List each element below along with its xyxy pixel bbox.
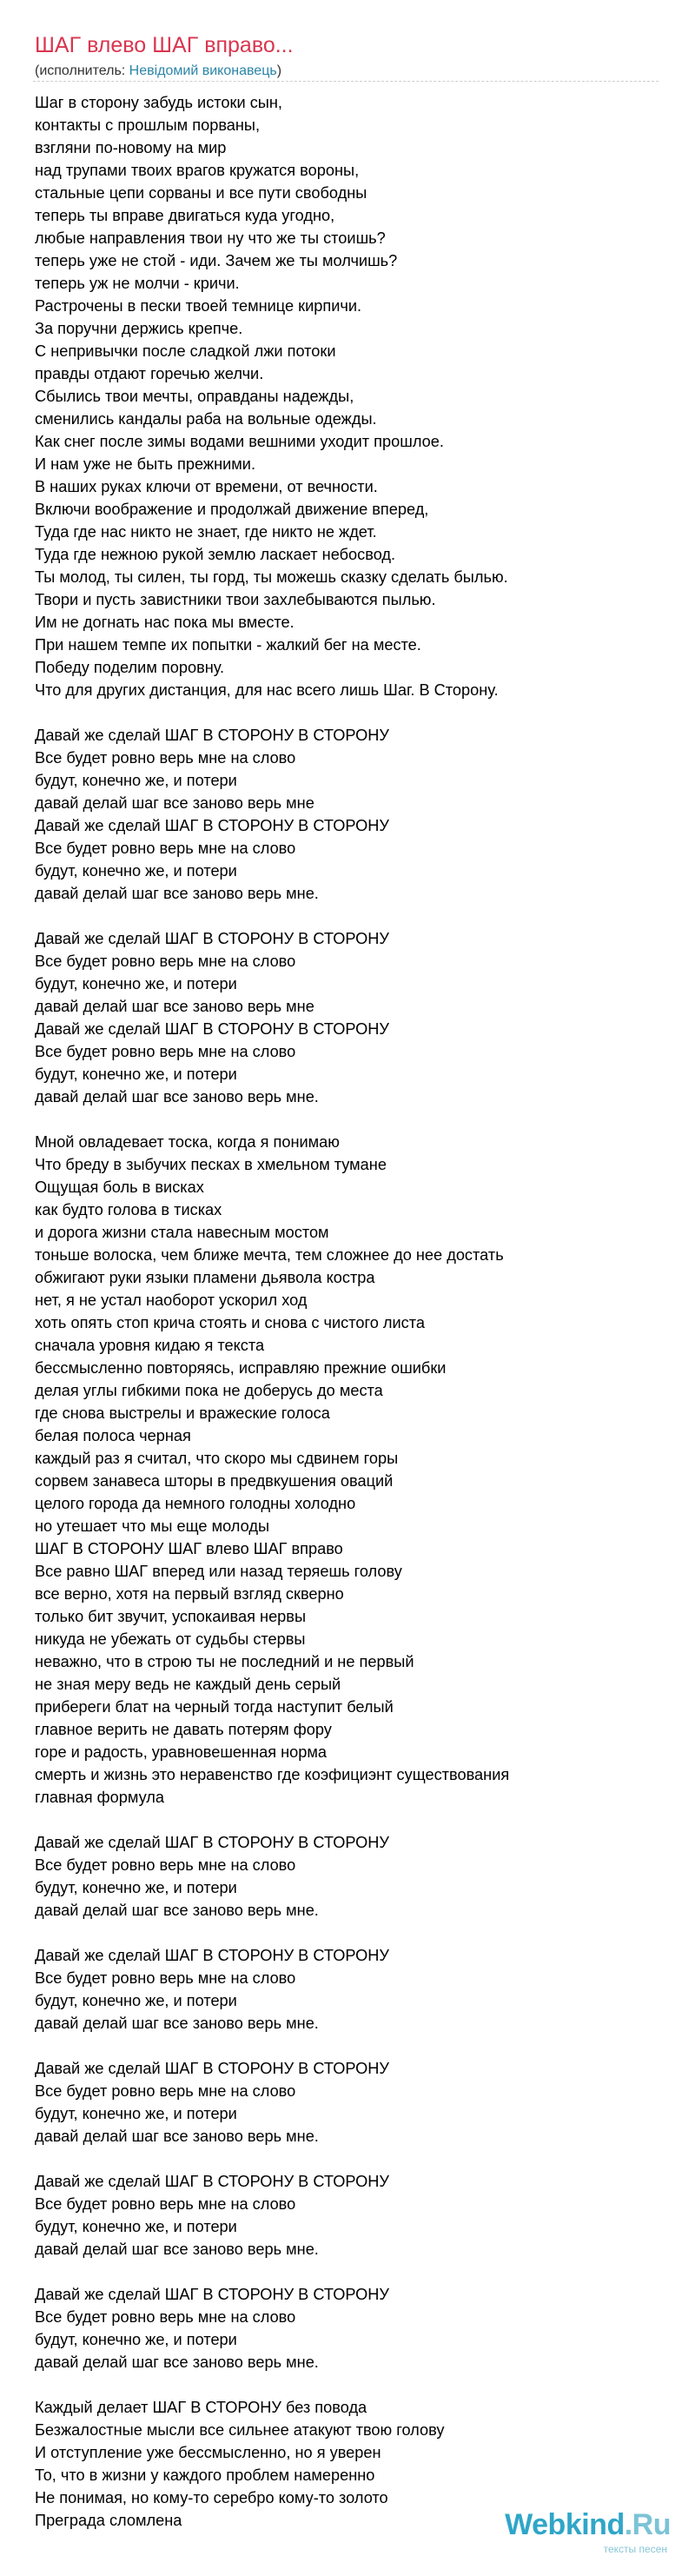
lyrics-line: Каждый делает ШАГ В СТОРОНУ без повода [35,2399,367,2416]
lyrics-line: И нам уже не быть прежними. [35,455,255,473]
lyrics-line: сменились кандалы раба на вольные одежды. [35,410,377,428]
lyrics-line: Давай же сделай ШАГ В СТОРОНУ В СТОРОНУ [35,1020,389,1038]
lyrics-line: прибереги блат на черный тогда наступит белый [35,1698,394,1716]
lyrics-block [35,91,678,2532]
lyrics-line: все верно, хотя на первый взгляд скверно [35,1585,344,1603]
lyrics-blank-line [35,1922,678,1944]
lyrics-blank-line [35,905,678,927]
lyrics-line: Давай же сделай ШАГ В СТОРОНУ В СТОРОНУ [35,727,389,744]
lyrics-line: теперь уж не молчи - кричи. [35,275,240,292]
lyrics-line: сначала уровня кидаю я текста [35,1337,265,1354]
logo-wordmark [505,2508,671,2542]
lyrics-line: будут, конечно же, и потери [35,2218,237,2235]
lyrics-line: Что для других дистанция, для нас всего лишь Шаг. В Сторону. [35,681,499,699]
lyrics-line: давай делай шаг все заново верь мне. [35,2128,319,2145]
lyrics-line: будут, конечно же, и потери [35,1066,237,1083]
lyrics-line: Все будет ровно верь мне на слово [35,749,296,767]
lyrics-line: То, что в жизни у каждого проблем намеренно [35,2466,375,2484]
lyrics-line: но утешает что мы еще молоды [35,1517,270,1535]
lyrics-line: правды отдают горечью желчи. [35,365,264,382]
lyrics-line: давай делай шаг все заново верь мне. [35,1088,319,1105]
lyrics-blank-line [35,2374,678,2396]
lyrics-line: давай делай шаг все заново верь мне [35,998,314,1015]
lyrics-blank-line [35,2035,678,2057]
lyrics-line: давай делай шаг все заново верь мне. [35,1902,319,1919]
lyrics-line: стальные цепи сорваны и все пути свободны [35,184,367,202]
lyrics-blank-line [35,1809,678,1831]
lyrics-line: Давай же сделай ШАГ В СТОРОНУ В СТОРОНУ [35,2286,389,2303]
lyrics-line: Как снег после зимы водами вешними уходит прошлое. [35,433,444,450]
lyrics-line: давай делай шаг все заново верь мне. [35,2354,319,2371]
lyrics-line: Туда где нас никто не знает, где никто не ждет. [35,523,377,541]
lyrics-line: Шаг в сторону забудь истоки сын, [35,94,282,111]
lyrics-line: Все будет ровно верь мне на слово [35,2082,296,2100]
lyrics-line: контакты с прошлым порваны, [35,116,261,134]
lyrics-line: Что бреду в зыбучих песках в хмельном тумане [35,1156,387,1173]
lyrics-line: И отступление уже бессмысленно, но я уверен [35,2444,381,2461]
lyrics-line: тоньше волоска, чем ближе мечта, тем сложнее до нее достать [35,1246,504,1264]
lyrics-line: Все будет ровно верь мне на слово [35,1969,296,1987]
webkind-logo[interactable] [504,2500,678,2555]
lyrics-line: Давай же сделай ШАГ В СТОРОНУ В СТОРОНУ [35,930,389,947]
logo-brand: Webkind [505,2508,625,2541]
lyrics-line: горе и радость, уравновешенная норма [35,1743,328,1761]
lyrics-line: будут, конечно же, и потери [35,862,237,880]
lyrics-line: давай делай шаг все заново верь мне. [35,2241,319,2258]
lyrics-line: бессмысленно повторяясь, исправляю прежние ошибки [35,1359,447,1377]
logo-tagline: тексты песен [603,2543,667,2555]
lyrics-line: давай делай шаг все заново верь мне. [35,885,319,902]
lyrics-line: будут, конечно же, и потери [35,1992,237,2009]
lyrics-line: Все будет ровно верь мне на слово [35,953,296,970]
lyrics-line: где снова выстрелы и вражеские голоса [35,1404,330,1422]
lyrics-line: над трупами твоих врагов кружатся вороны, [35,162,360,179]
lyrics-line: Преграда сломлена [35,2512,182,2529]
lyrics-line: Сбылись твои мечты, оправданы надежды, [35,388,354,405]
lyrics-blank-line [35,2148,678,2170]
header-divider [33,81,659,82]
lyrics-line: При нашем темпе их попытки - жалкий бег на месте. [35,636,421,654]
lyrics-line: не зная меру ведь не каждый день серый [35,1676,341,1693]
lyrics-line: главное верить не давать потерям фору [35,1721,332,1738]
lyrics-line: Ощущая боль в висках [35,1178,204,1196]
lyrics-line: сорвем занавеса шторы в предвкушения оваций [35,1472,394,1490]
lyrics-line: будут, конечно же, и потери [35,2105,237,2122]
lyrics-line: Давай же сделай ШАГ В СТОРОНУ В СТОРОНУ [35,1834,389,1851]
lyrics-line: Им не догнать нас пока мы вместе. [35,614,295,631]
artist-link[interactable]: Невідомий виконавець [129,63,277,78]
lyrics-line: каждый раз я считал, что скоро мы сдвинем горы [35,1450,399,1467]
lyrics-line: Все будет ровно верь мне на слово [35,1856,296,1874]
lyrics-line: За поручни держись крепче. [35,320,243,337]
lyrics-line: Все будет ровно верь мне на слово [35,2195,296,2213]
lyrics-line: взгляни по-новому на мир [35,139,227,156]
lyrics-line: С непривычки после сладкой лжи потоки [35,342,336,360]
lyrics-line: любые направления твои ну что же ты стоишь? [35,229,386,247]
lyrics-line: Туда где нежною рукой землю ласкает небосвод. [35,546,396,563]
lyrics-line: целого города да немного голодны холодно [35,1495,356,1512]
artist-prefix: (исполнитель: [35,63,129,78]
lyrics-line: Растрочены в пески твоей темнице кирпичи. [35,297,362,315]
lyrics-line: и дорога жизни стала навесным мостом [35,1224,329,1241]
lyrics-line: неважно, что в строю ты не последний и не первый [35,1653,414,1670]
lyrics-line: Давай же сделай ШАГ В СТОРОНУ В СТОРОНУ [35,2060,389,2077]
lyrics-line: Все будет ровно верь мне на слово [35,1043,296,1060]
lyrics-line: Твори и пусть завистники твои захлебываются пылью. [35,591,436,608]
song-title: ШАГ влево ШАГ вправо... [35,33,294,57]
lyrics-blank-line [35,2261,678,2283]
lyrics-line: будут, конечно же, и потери [35,975,237,993]
lyrics-line: будут, конечно же, и потери [35,1879,237,1896]
lyrics-line: хоть опять стоп крича стоять и снова с чистого листа [35,1314,426,1331]
lyrics-line: будут, конечно же, и потери [35,2331,237,2348]
artist-line [35,63,281,79]
lyrics-blank-line [35,701,678,724]
lyrics-line: Мной овладевает тоска, когда я понимаю [35,1133,340,1151]
lyrics-line: только бит звучит, успокаивая нервы [35,1608,307,1625]
lyrics-line: Победу поделим поровну. [35,659,225,676]
lyrics-line: обжигают руки языки пламени дьявола костра [35,1269,375,1286]
lyrics-line: Включи воображение и продолжай движение вперед, [35,501,429,518]
lyrics-line: Все будет ровно верь мне на слово [35,2308,296,2326]
lyrics-line: давай делай шаг все заново верь мне. [35,2015,319,2032]
lyrics-line: смерть и жизнь это неравенство где коэфициэнт существования [35,1766,510,1783]
lyrics-line: главная формула [35,1789,165,1806]
lyrics-line: Давай же сделай ШАГ В СТОРОНУ В СТОРОНУ [35,1947,389,1964]
lyrics-blank-line [35,1108,678,1131]
lyrics-line: давай делай шаг все заново верь мне [35,794,314,812]
lyrics-line: В наших руках ключи от времени, от вечности. [35,478,378,495]
lyrics-line: Ты молод, ты силен, ты горд, ты можешь сказку сделать былью. [35,568,508,586]
lyrics-line: нет, я не устал наоборот ускорил ход [35,1291,308,1309]
artist-suffix: ) [276,63,282,78]
lyrics-line: Не понимая, но кому-то серебро кому-то золото [35,2489,388,2506]
lyrics-line: белая полоса черная [35,1427,191,1444]
lyrics-line: никуда не убежать от судьбы стервы [35,1630,306,1648]
lyrics-line: теперь уже не стой - иди. Зачем же ты молчишь? [35,252,398,269]
lyrics-line: будут, конечно же, и потери [35,772,237,789]
lyrics-line: делая углы гибкими пока не доберусь до места [35,1382,383,1399]
logo-tld: .Ru [624,2508,671,2541]
lyrics-line: Все будет ровно верь мне на слово [35,840,296,857]
lyrics-line: ШАГ В СТОРОНУ ШАГ влево ШАГ вправо [35,1540,343,1557]
lyrics-line: Давай же сделай ШАГ В СТОРОНУ В СТОРОНУ [35,817,389,834]
lyrics-line: Безжалостные мысли все сильнее атакуют твою голову [35,2421,445,2439]
lyrics-line: Все равно ШАГ вперед или назад теряешь голову [35,1563,402,1580]
lyrics-line: Давай же сделай ШАГ В СТОРОНУ В СТОРОНУ [35,2173,389,2190]
lyrics-line: теперь ты вправе двигаться куда угодно, [35,207,335,224]
lyrics-line: как будто голова в тисках [35,1201,222,1218]
